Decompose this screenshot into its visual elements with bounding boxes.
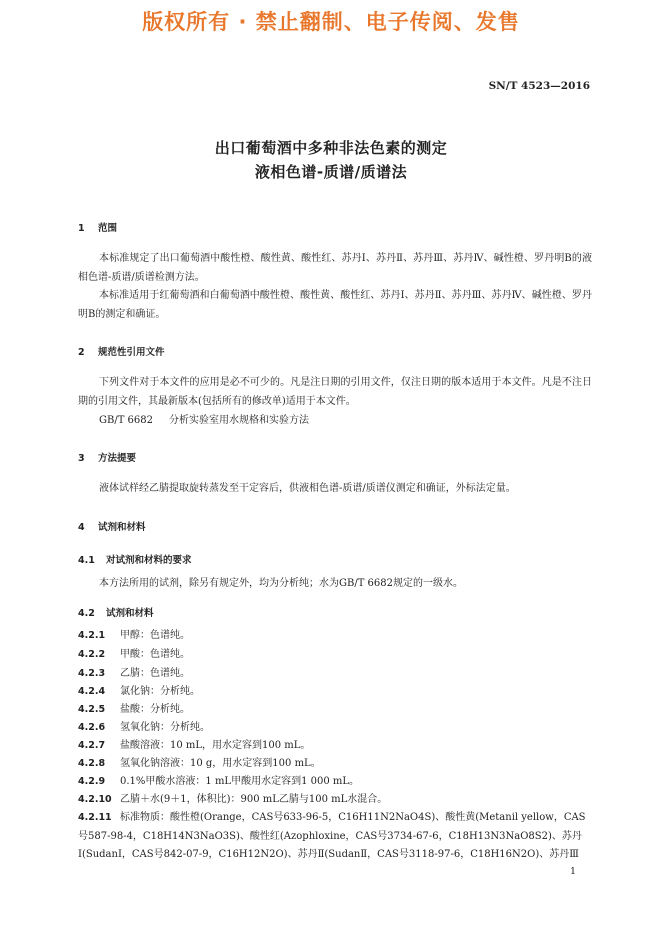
item-text: 盐酸：分析纯。 xyxy=(120,704,190,715)
section-4-heading xyxy=(78,519,146,533)
list-item xyxy=(78,755,592,774)
item-text: 盐酸溶液：10 mL，用水定容到100 mL。 xyxy=(120,740,311,751)
item-text: 0.1%甲酸水溶液：1 mL甲酸用水定容到1 000 mL。 xyxy=(120,776,359,787)
list-item xyxy=(78,665,592,684)
section-1-paragraph-1: 本标准规定了出口葡萄酒中酸性橙、酸性黄、酸性红、苏丹Ⅰ、苏丹Ⅱ、苏丹Ⅲ、苏丹Ⅳ、碱性橙、罗丹明B的液相色谱-质谱/质谱检测方法。 xyxy=(78,253,592,283)
item-text: 乙腈＋水(9＋1，体积比)：900 mL乙腈与100 mL水混合。 xyxy=(120,794,388,805)
section-1-heading xyxy=(78,220,117,234)
section-4-2-heading xyxy=(78,605,154,619)
section-number: 4.2 xyxy=(78,608,95,619)
section-number: 3 xyxy=(78,453,85,464)
item-number: 4.2.1 xyxy=(78,630,106,641)
section-title: 对试剂和材料的要求 xyxy=(106,555,192,566)
item-text: 氯化钠：分析纯。 xyxy=(120,686,200,697)
section-number: 4 xyxy=(78,522,85,533)
item-text: 氢氧化钠：分析纯。 xyxy=(120,722,210,733)
page-number: 1 xyxy=(569,866,576,877)
item-number: 4.2.5 xyxy=(78,704,106,715)
normative-reference xyxy=(99,411,309,426)
section-title: 范围 xyxy=(98,223,118,234)
item-number: 4.2.2 xyxy=(78,649,106,660)
section-number: 1 xyxy=(78,223,85,234)
list-item xyxy=(78,809,592,865)
section-title: 方法提要 xyxy=(98,453,137,464)
item-text: 甲酸：色谱纯。 xyxy=(120,649,190,660)
watermark: 版权所有 · 禁止翻制、电子传阅、发售 xyxy=(142,10,520,34)
item-text: 乙腈：色谱纯。 xyxy=(120,668,190,679)
list-item xyxy=(78,773,592,792)
section-2-paragraph-1: 下列文件对于本文件的应用是必不可少的。凡是注日期的引用文件，仅注日期的版本适用于本文件。凡是不注日期的引用文件，其最新版本(包括所有的修改单)适用于本文件。 xyxy=(78,377,592,407)
section-3-heading xyxy=(78,450,136,464)
item-number: 4.2.4 xyxy=(78,686,106,697)
section-4-1-paragraph-1: 本方法所用的试剂，除另有规定外，均为分析纯；水为GB/T 6682规定的一级水。 xyxy=(99,578,464,589)
item-text: 标准物质：酸性橙(Orange，CAS号633-96-5，C16H11N2NaO4S)、酸性黄(Metanil yellow，CAS号587-98-4，C18H14N3NaO3S)、酸性红(Azophloxine，CAS号3734-67-6，C18H13N3NaO8S2)、苏丹Ⅰ(SudanⅠ，CAS号842-07-9，C16H12N2O)、苏丹Ⅱ(SudanⅡ，CAS号3118-97-6，C18H16N2O)、苏丹Ⅲ xyxy=(78,812,586,860)
section-3-paragraph-1: 液体试样经乙腈提取旋转蒸发至干定容后，供液相色谱-质谱/质谱仪测定和确证，外标法定量。 xyxy=(99,483,516,494)
standard-code: GB/T 6682 xyxy=(99,415,154,426)
list-item xyxy=(78,701,592,720)
document-subtitle: 液相色谱-质谱/质谱法 xyxy=(254,163,408,181)
item-number: 4.2.7 xyxy=(78,740,106,751)
document-number: SN/T 4523—2016 xyxy=(488,80,590,92)
section-number: 4.1 xyxy=(78,555,95,566)
item-number: 4.2.3 xyxy=(78,668,106,679)
section-2-heading xyxy=(78,344,165,358)
section-title: 试剂和材料 xyxy=(106,608,154,619)
list-item xyxy=(78,683,592,702)
section-4-1-heading xyxy=(78,552,192,566)
list-item xyxy=(78,791,592,810)
item-number: 4.2.11 xyxy=(78,812,112,823)
list-item xyxy=(78,719,592,738)
list-item xyxy=(78,737,592,756)
section-title: 规范性引用文件 xyxy=(98,347,165,358)
item-text: 甲醇：色谱纯。 xyxy=(120,630,190,641)
list-item xyxy=(78,646,592,665)
section-1-paragraph-2: 本标准适用于红葡萄酒和白葡萄酒中酸性橙、酸性黄、酸性红、苏丹Ⅰ、苏丹Ⅱ、苏丹Ⅲ、苏丹Ⅳ、碱性橙、罗丹明B的测定和确证。 xyxy=(78,290,592,320)
item-number: 4.2.9 xyxy=(78,776,106,787)
standard-title: 分析实验室用水规格和实验方法 xyxy=(169,415,309,426)
list-item xyxy=(78,627,592,646)
item-number: 4.2.8 xyxy=(78,758,106,769)
item-number: 4.2.6 xyxy=(78,722,106,733)
section-title: 试剂和材料 xyxy=(98,522,146,533)
section-number: 2 xyxy=(78,347,85,358)
document-title: 出口葡萄酒中多种非法色素的测定 xyxy=(214,139,448,157)
item-number: 4.2.10 xyxy=(78,794,112,805)
item-text: 氢氧化钠溶液：10 g，用水定容到100 mL。 xyxy=(120,758,321,769)
